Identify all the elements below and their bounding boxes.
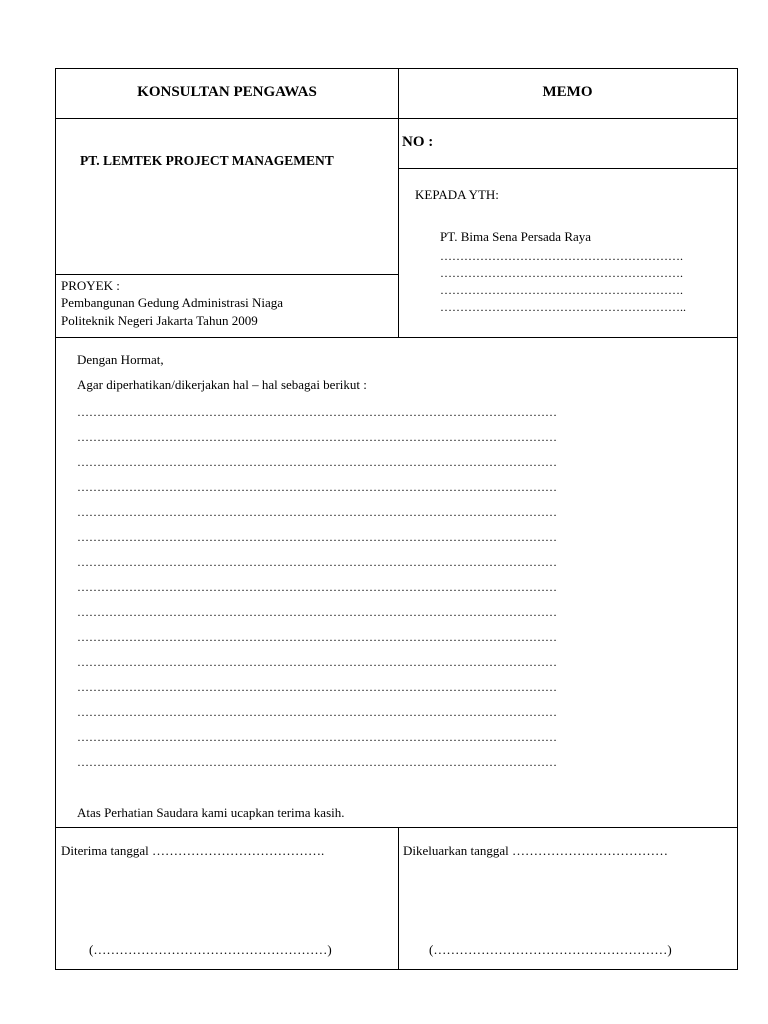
issued-signature-line: (………………………………………………) [429,942,672,957]
greeting: Dengan Hormat, [77,352,164,367]
header-row-divider [56,118,737,119]
issued-date-field: Dikeluarkan tanggal ……………………………… [403,843,669,858]
recipient-name: PT. Bima Sena Persada Raya [440,229,592,244]
body-dot-line: ………………………………………………………………………………………………………… [77,730,557,744]
memo-no-label: NO : [402,134,434,150]
memo-no-divider [398,168,737,169]
consultant-title: KONSULTAN PENGAWAS [137,84,317,100]
company-name: PT. LEMTEK PROJECT MANAGEMENT [80,153,334,168]
memo-title: MEMO [542,84,593,100]
received-signature-line: (………………………………………………) [89,942,332,957]
body-dot-line: ………………………………………………………………………………………………………… [77,630,557,644]
body-top-divider [56,337,737,338]
body-dot-line: ………………………………………………………………………………………………………… [77,755,557,769]
project-line-1: Pembangunan Gedung Administrasi Niaga [61,295,284,310]
header-divider-vertical [398,69,399,337]
recipient-label: KEPADA YTH: [415,187,499,202]
body-dot-line: ………………………………………………………………………………………………………… [77,530,557,544]
body-dot-line: ………………………………………………………………………………………………………… [77,655,557,669]
recipient-dot-line: ……………………………………………………. [440,283,683,297]
body-dot-line: ………………………………………………………………………………………………………… [77,430,557,444]
recipient-dot-line: …………………………………………………….. [440,300,686,314]
memo-form [55,68,738,970]
body-dot-line: ………………………………………………………………………………………………………… [77,480,557,494]
received-date-field: Diterima tanggal …………………………………. [61,843,325,858]
recipient-dot-line: ……………………………………………………. [440,249,683,263]
project-label: PROYEK : [61,278,120,293]
closing-text: Atas Perhatian Saudara kami ucapkan terima kasih. [77,805,345,820]
body-intro: Agar diperhatikan/dikerjakan hal – hal sebagai berikut : [77,377,367,392]
body-dot-line: ………………………………………………………………………………………………………… [77,580,557,594]
body-dot-line: ………………………………………………………………………………………………………… [77,605,557,619]
project-divider [56,274,398,275]
footer-top-divider [56,827,737,828]
recipient-dot-line: ……………………………………………………. [440,266,683,280]
body-dot-line: ………………………………………………………………………………………………………… [77,505,557,519]
project-line-2: Politeknik Negeri Jakarta Tahun 2009 [61,313,258,328]
body-dot-line: ………………………………………………………………………………………………………… [77,705,557,719]
footer-divider-vertical [398,827,399,969]
body-dot-line: ………………………………………………………………………………………………………… [77,405,557,419]
body-dot-line: ………………………………………………………………………………………………………… [77,455,557,469]
body-dot-line: ………………………………………………………………………………………………………… [77,680,557,694]
body-dot-line: ………………………………………………………………………………………………………… [77,555,557,569]
